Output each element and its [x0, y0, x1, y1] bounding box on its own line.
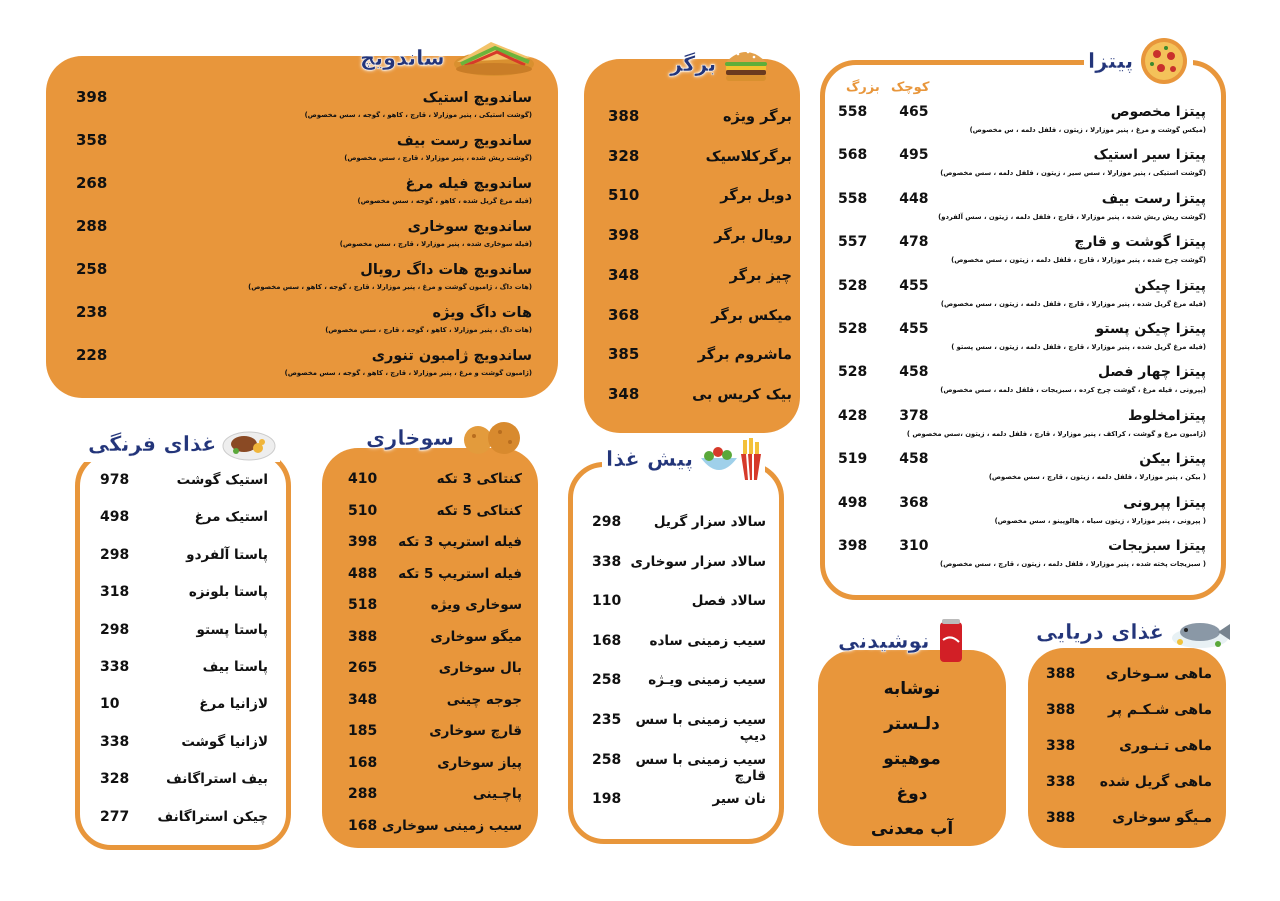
- western-item-name: پاستا پستو: [196, 621, 268, 638]
- pizza-item-desc: ( پپرونی ، پنیر موزارلا ، زیتون سیاه ، هالوپینو ، سس مخصوص): [994, 516, 1206, 525]
- seafood-item-price: 338: [1046, 738, 1076, 754]
- pizza-item-prices: [838, 364, 928, 380]
- sandwich-item-name: ساندویچ ژامبون تنوری: [371, 348, 532, 364]
- pizza-item: [838, 451, 1206, 467]
- sandwich-item-price: 268: [76, 174, 108, 192]
- pizza-item-desc: (فیله مرغ گریل شده ، پنیر موزارلا ، قارچ ، فلفل دلمه ، زیتون ، سس پستو ): [951, 343, 1206, 351]
- western-item: [100, 547, 268, 563]
- burger-item-price: 398: [608, 226, 640, 245]
- sandwich-item: [76, 217, 532, 235]
- western-item-price: 10: [100, 696, 120, 713]
- western-item-name: بیف استراگانف: [166, 771, 268, 788]
- pizza-item-price-large: 528: [838, 321, 868, 337]
- sandwich-item: [76, 174, 532, 192]
- sandwich-item-name: ساندویچ استیک: [422, 90, 532, 106]
- pizza-item-prices: [838, 451, 928, 467]
- steak-plate-icon: [222, 426, 276, 462]
- pizza-col-small: کوچک: [891, 80, 930, 95]
- pizza-item: [838, 147, 1206, 163]
- appetizer-item-price: 298: [592, 514, 622, 530]
- pizza-item-price-large: 558: [838, 104, 868, 120]
- burger-header: [670, 44, 770, 84]
- pizza-item-prices: [838, 408, 928, 424]
- fried-item: [348, 660, 522, 676]
- appetizer-item: [592, 712, 766, 744]
- fried-item: [348, 503, 522, 519]
- sandwich-item: [76, 260, 532, 278]
- seafood-item: [1046, 702, 1212, 718]
- pizza-item-prices: [838, 104, 928, 120]
- burger-item: [608, 107, 792, 125]
- drinks-item: موهیتو: [883, 749, 941, 769]
- appetizer-item-name: سیب زمینی ویـژه: [648, 672, 766, 689]
- seafood-item-price: 388: [1046, 810, 1076, 826]
- burger-item: [608, 226, 792, 244]
- pizza-item-prices: [838, 147, 928, 163]
- fried-item-price: 185: [348, 723, 378, 739]
- sandwich-item-desc: (گوشت استیکی ، پنیر موزارلا ، قارچ ، کاهو ، گوجه ، سس مخصوص): [304, 111, 532, 119]
- fish-icon: [1170, 612, 1232, 652]
- western-item-name: پاستا آلفردو: [186, 546, 268, 563]
- sandwich-item-name: ساندویچ هات داگ رویال: [360, 262, 532, 278]
- burger-icon: [722, 44, 770, 84]
- fried-item-name: کنتاکی 5 تکه: [436, 502, 522, 519]
- fried-item: [348, 692, 522, 708]
- appetizer-item-price: 110: [592, 593, 622, 610]
- sandwich-header: [360, 38, 537, 78]
- sandwich-item-desc: (فیله مرغ گریل شده ، کاهو ، گوجه ، سس مخصوص): [357, 197, 532, 205]
- burger-title: برگر: [670, 52, 717, 76]
- pizza-item: [838, 321, 1206, 337]
- pizza-item-price-large: 568: [838, 147, 868, 164]
- pizza-item-price-large: 528: [838, 364, 868, 381]
- western-item: [100, 659, 268, 675]
- burger-item-price: 368: [608, 305, 640, 324]
- fried-item-name: کنتاکی 3 تکه: [436, 471, 522, 487]
- pizza-item: [838, 364, 1206, 380]
- burger-item: [608, 266, 792, 284]
- pizza-item-price-small: 310: [899, 538, 929, 554]
- drinks-item: دوغ: [896, 784, 928, 804]
- pizza-item-price-large: 558: [838, 190, 868, 207]
- drinks-list: [818, 672, 1006, 847]
- pizza-item-name: پیتزا چیکن پستو: [1095, 321, 1206, 337]
- appetizer-item-name: سیب زمینی ساده: [649, 632, 766, 649]
- burger-item-name: میکس برگر: [711, 307, 792, 324]
- pizza-item-name: پیتزا سیر استیک: [1093, 147, 1206, 164]
- western-item: [100, 771, 268, 787]
- pizza-item-name: پیتزا چیکن: [1134, 277, 1206, 294]
- pizza-item-price-small: 455: [899, 321, 929, 337]
- appetizer-item-price: 168: [592, 632, 622, 649]
- fried-chicken-icon: [460, 418, 526, 458]
- appetizer-item-price: 198: [592, 791, 622, 808]
- fried-item: [348, 597, 522, 613]
- pizza-item-prices: [838, 191, 928, 207]
- burger-item-name: ماشروم برگر: [697, 347, 792, 364]
- fried-item-price: 410: [348, 471, 378, 487]
- fried-item-price: 168: [348, 754, 378, 771]
- fried-item-price: 518: [348, 597, 378, 613]
- fried-item: [348, 534, 522, 550]
- appetizer-item: [592, 554, 766, 570]
- soda-can-icon: [936, 618, 966, 664]
- fried-item-price: 168: [348, 817, 378, 834]
- appetizer-item-price: 338: [592, 553, 622, 570]
- western-item-price: 338: [100, 733, 130, 750]
- seafood-item-name: ماهی شـکـم پر: [1108, 702, 1212, 718]
- western-item-price: 277: [100, 808, 130, 825]
- fried-item-price: 488: [348, 565, 378, 582]
- fried-item: [348, 629, 522, 645]
- pizza-item-price-small: 455: [899, 277, 929, 294]
- sandwich-item-name: ساندویچ فیله مرغ: [405, 176, 532, 192]
- burger-item-name: چیز برگر: [729, 267, 792, 284]
- pizza-item-prices: [838, 495, 928, 511]
- sandwich-item-price: 398: [76, 88, 108, 106]
- appetizer-item-name: نان سیر: [712, 791, 766, 808]
- pizza-item-desc: (فیله مرغ گریل شده ، پنیر موزارلا ، قارچ ، فلفل دلمه ، زیتون ، سس مخصوص): [940, 299, 1206, 308]
- seafood-item-name: ماهی گریل شده: [1099, 774, 1212, 790]
- pizza-item-price-large: 557: [838, 234, 868, 251]
- drinks-header: [838, 618, 966, 664]
- western-item: [100, 734, 268, 750]
- fried-item-price: 265: [348, 660, 378, 676]
- pizza-icon: [1139, 36, 1189, 86]
- western-item-price: 338: [100, 659, 130, 675]
- pizza-col-large: بزرگ: [846, 80, 880, 95]
- pizza-title: پیتزا: [1088, 49, 1134, 73]
- fried-item-price: 288: [348, 786, 378, 802]
- western-item: [100, 509, 268, 525]
- burger-item-name: برگرکلاسیک: [705, 148, 792, 165]
- drinks-item: نوشابه: [883, 679, 941, 699]
- pizza-item-price-small: 368: [899, 494, 929, 511]
- burger-item: [608, 306, 792, 324]
- burger-item: [608, 186, 792, 204]
- fried-item-name: بال سوخاری: [438, 660, 522, 676]
- burger-item-price: 328: [608, 146, 640, 165]
- pizza-item-desc: (ژامبون مرغ و گوشت ، کراکف ، پنیر موزارلا ، قارچ ، فلفل دلمه ، زیتون ،سس مخصوص ): [906, 429, 1206, 438]
- pizza-header: [1084, 36, 1193, 86]
- seafood-item: [1046, 738, 1212, 754]
- burger-item-price: 348: [608, 265, 640, 284]
- appetizer-item-name: سیب زمینی با سس قارچ: [635, 751, 766, 784]
- western-item: [100, 472, 268, 488]
- pizza-item-prices: [838, 321, 928, 337]
- western-item-price: 298: [100, 546, 130, 563]
- western-item-price: 318: [100, 584, 130, 601]
- fried-item-price: 388: [348, 628, 378, 645]
- drinks-title: نوشیدنی: [838, 629, 930, 653]
- appetizer-item-name: سالاد فصل: [691, 593, 766, 610]
- western-item: [100, 622, 268, 638]
- fried-item-name: پاچـینی: [472, 786, 522, 802]
- drinks-item: دلـستر: [884, 714, 940, 734]
- pizza-item-name: پیتزا پپرونی: [1123, 494, 1206, 511]
- burger-item-price: 510: [608, 186, 640, 205]
- fried-item-name: میگو سوخاری: [430, 628, 522, 645]
- fried-item-name: قارچ سوخاری: [429, 723, 522, 739]
- fried-item-name: فیله استریپ 3 تکه: [398, 534, 522, 550]
- sandwich-item-name: هات داگ ویژه: [432, 305, 532, 321]
- pizza-item-name: پیتزا مخصوص: [1110, 104, 1206, 120]
- appetizer-item: [592, 752, 766, 784]
- pizza-item-desc: ( سبزیجات پخته شده ، پنیر موزارلا ، فلفل دلمه ، زیتون ، قارچ ، سس مخصوص): [939, 560, 1206, 568]
- western-header: [84, 426, 280, 462]
- sandwich-item-price: 228: [76, 346, 108, 364]
- burger-item: [608, 147, 792, 165]
- sandwich-item-price: 238: [76, 303, 108, 321]
- sandwich-item: [76, 346, 532, 364]
- appetizer-item: [592, 633, 766, 649]
- western-item-name: پاستا بلونزه: [188, 584, 268, 601]
- appetizer-item-price: 258: [592, 672, 622, 689]
- pizza-item-name: پیتزا بیکن: [1139, 451, 1206, 468]
- western-title: غذای فرنگی: [88, 432, 217, 456]
- fried-header: [366, 418, 526, 458]
- burger-item: [608, 385, 792, 403]
- seafood-header: [1036, 612, 1232, 652]
- pizza-item-price-small: 458: [899, 364, 929, 381]
- appetizer-item-price: 258: [592, 751, 622, 768]
- pizza-item: [838, 191, 1206, 207]
- pizza-item: [838, 408, 1206, 424]
- western-item: [100, 696, 268, 712]
- pizza-item: [838, 104, 1206, 120]
- burger-item-name: برگر ویژه: [722, 109, 792, 125]
- pizza-item-price-large: 498: [838, 494, 868, 511]
- sandwich-item-desc: (گوشت ریش شده ، پنیر موزارلا ، قارچ ، سس مخصوص): [344, 154, 532, 162]
- fried-item-name: سوخاری ویژه: [430, 597, 522, 613]
- fried-item-name: جوجه چینی: [446, 691, 522, 708]
- fried-item-price: 510: [348, 502, 378, 519]
- fried-item: [348, 786, 522, 802]
- pizza-item-name: پیتزا گوشت و قارچ: [1074, 234, 1206, 251]
- appetizer-header: [602, 436, 765, 482]
- seafood-title: غذای دریایی: [1036, 620, 1164, 644]
- pizza-item-price-small: 378: [899, 407, 929, 424]
- seafood-item-name: مـیگو سوخاری: [1112, 810, 1212, 826]
- sandwich-item: [76, 131, 532, 149]
- sandwich-icon: [451, 38, 537, 78]
- seafood-item-name: ماهی سـوخاری: [1105, 666, 1212, 682]
- seafood-item-price: 388: [1046, 666, 1076, 682]
- sandwich-item-name: ساندویچ رست بیف: [396, 133, 532, 149]
- pizza-item-desc: (گوشت چرخ شده ، پنیر موزارلا ، قارچ ، فلفل دلمه ، زیتون ، سس مخصوص): [951, 256, 1206, 265]
- appetizer-item-name: سالاد سزار سوخاری: [630, 553, 766, 570]
- appetizer-item-name: سیب زمینی با سس دیپ: [635, 712, 766, 744]
- seafood-item: [1046, 810, 1212, 826]
- burger-item-price: 348: [608, 384, 640, 403]
- pizza-item: [838, 234, 1206, 250]
- pizza-item-prices: [838, 234, 928, 250]
- western-item-name: پاستا بیف: [202, 659, 268, 675]
- pizza-item: [838, 278, 1206, 294]
- western-item: [100, 809, 268, 825]
- sandwich-item-price: 358: [76, 131, 108, 149]
- western-item-price: 978: [100, 472, 130, 488]
- sandwich-item-desc: (ژامبون گوشت و مرغ ، پنیر موزارلا ، قارچ ، کاهو ، گوجه ، سس مخصوص): [284, 369, 532, 377]
- sandwich-item-name: ساندویچ سوخاری: [407, 219, 532, 235]
- salad-fries-icon: [699, 436, 761, 482]
- western-item-price: 328: [100, 771, 130, 788]
- appetizer-item: [592, 593, 766, 609]
- seafood-item-price: 338: [1046, 774, 1076, 790]
- burger-item-name: رویال برگر: [714, 228, 792, 245]
- pizza-item-name: پیتزا چهار فصل: [1097, 364, 1206, 381]
- pizza-item-price-small: 478: [899, 234, 929, 251]
- appetizer-item: [592, 672, 766, 688]
- pizza-item-price-large: 428: [838, 407, 868, 424]
- appetizer-item-name: سالاد سزار گریل: [653, 514, 766, 530]
- seafood-item-name: ماهی تـنـوری: [1119, 738, 1212, 754]
- western-item-name: لازانیا مرغ: [199, 696, 268, 713]
- sandwich-item: [76, 88, 532, 106]
- western-item-name: لازانیا گوشت: [181, 733, 268, 750]
- western-item-name: چیکن استراگانف: [157, 808, 268, 825]
- sandwich-item-desc: (هات داگ ، ژامبون گوشت و مرغ ، پنیر موزارلا ، قارچ ، گوجه ، کاهو ، سس مخصوص): [248, 283, 532, 291]
- pizza-item-price-large: 528: [838, 277, 868, 294]
- pizza-item-price-large: 398: [838, 538, 868, 554]
- pizza-item-price-large: 519: [838, 451, 868, 468]
- seafood-item: [1046, 774, 1212, 790]
- burger-item-price: 388: [608, 107, 640, 125]
- fried-item-price: 398: [348, 534, 378, 550]
- fried-item-name: پیاز سوخاری: [437, 754, 522, 771]
- pizza-item-prices: [838, 278, 928, 294]
- western-item-name: استیک مرغ: [194, 509, 268, 526]
- drinks-item: آب معدنی: [870, 819, 954, 839]
- burger-item-price: 385: [608, 345, 640, 364]
- burger-item-name: بیک کریس بی: [692, 386, 792, 403]
- fried-item: [348, 723, 522, 739]
- sandwich-title: ساندویچ: [360, 46, 445, 70]
- pizza-item-prices: [838, 538, 928, 554]
- pizza-item-desc: (پپرونی ، فیله مرغ ، گوشت چرخ کرده ، سبزیجات ، فلفل دلمه ، سس مخصوص): [940, 386, 1206, 395]
- sandwich-item-desc: (هات داگ ، پنیر موزارلا ، کاهو ، گوجه ، قارچ ، سس مخصوص): [325, 326, 532, 334]
- pizza-item-price-small: 465: [899, 104, 929, 120]
- pizza-item-name: پیتزا سبزیجات: [1108, 538, 1206, 554]
- pizza-item-desc: (میکس گوشت و مرغ ، پنیر موزارلا ، زیتون ، فلفل دلمه ، س مخصوص): [969, 126, 1206, 134]
- burger-item: [608, 345, 792, 363]
- sandwich-item: [76, 303, 532, 321]
- pizza-item-desc: (گوشت ریش ریش شده ، پنیر موزارلا ، قارچ ، فلفل دلمه ، زیتون ، سس آلفردو): [938, 212, 1206, 221]
- pizza-item-desc: ( بیکن ، پنیر موزارلا ، فلفل دلمه ، زیتون ، قارچ ، سس مخصوص): [988, 473, 1206, 482]
- sandwich-item-price: 288: [76, 217, 108, 235]
- fried-item-name: سیب زمینی سوخاری: [382, 817, 522, 834]
- pizza-item-price-small: 458: [899, 451, 929, 468]
- pizza-item-name: پیتزا رست بیف: [1101, 190, 1206, 207]
- fried-item: [348, 755, 522, 771]
- pizza-item: [838, 495, 1206, 511]
- western-item: [100, 584, 268, 600]
- western-item-price: 498: [100, 509, 130, 526]
- pizza-item-name: پیتزامخلوط: [1128, 407, 1206, 424]
- pizza-item: [838, 538, 1206, 554]
- fried-item: [348, 471, 522, 487]
- appetizer-item: [592, 514, 766, 530]
- western-item-name: استیک گوشت: [176, 472, 268, 488]
- fried-item-price: 348: [348, 691, 378, 708]
- fried-item: [348, 566, 522, 582]
- fried-item: [348, 818, 522, 834]
- sandwich-item-price: 258: [76, 260, 108, 278]
- seafood-item: [1046, 666, 1212, 682]
- western-item-price: 298: [100, 621, 130, 638]
- appetizer-title: پیش غذا: [606, 447, 694, 471]
- appetizer-item: [592, 791, 766, 807]
- fried-item-name: فیله استریپ 5 تکه: [398, 565, 522, 582]
- fried-title: سوخاری: [366, 426, 455, 450]
- pizza-item-desc: (گوشت استیکی ، پنیر موزارلا ، سس سیر ، زیتون ، فلفل دلمه ، سس مخصوص): [940, 169, 1206, 178]
- pizza-item-price-small: 448: [899, 190, 929, 207]
- burger-item-name: دوبل برگر: [720, 188, 792, 205]
- pizza-item-price-small: 495: [899, 147, 929, 164]
- seafood-item-price: 388: [1046, 702, 1076, 718]
- sandwich-item-desc: (فیله سوخاری شده ، پنیر موزارلا ، قارچ ، سس مخصوص): [339, 240, 532, 248]
- appetizer-item-price: 235: [592, 712, 622, 728]
